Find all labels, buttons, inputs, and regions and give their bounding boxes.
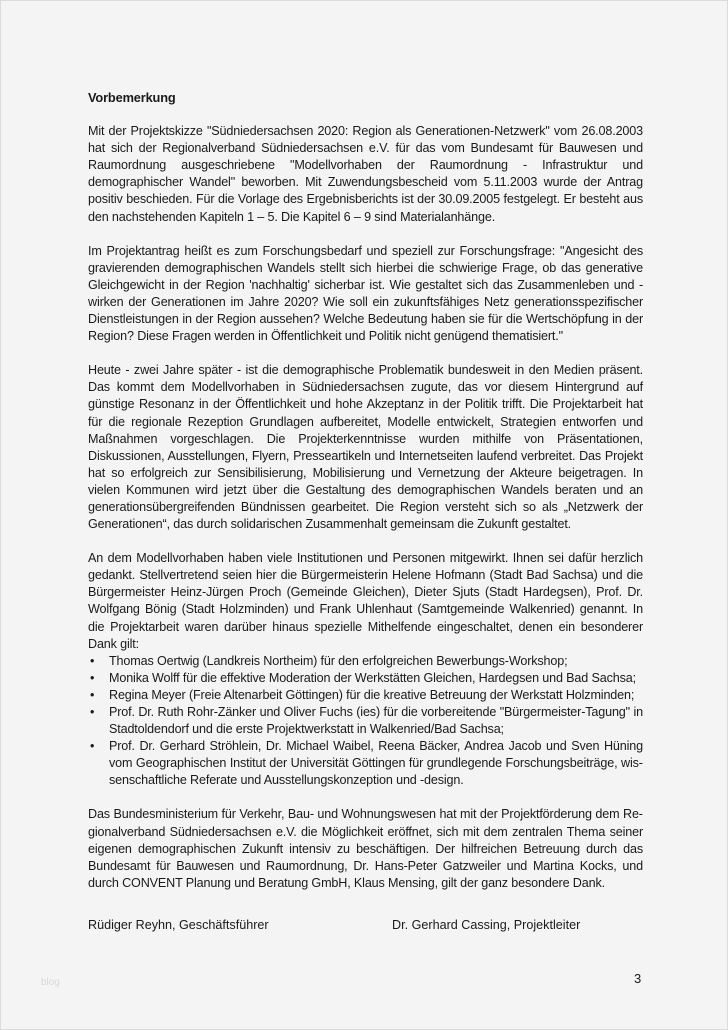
list-item-text: Regina Meyer (Freie Altenarbeit Göttingen) für die kreative Betreuung der Werkstatt Holzminden; (109, 687, 635, 702)
signature-managing-director: Rüdiger Reyhn, Geschäftsführer (88, 918, 269, 932)
paragraph-intro: Mit der Projektskizze "Südniedersachsen 2020: Region als Generationen-Netzwerk" vom 26.08.2003 hat sich der Regionalverband Südniedersachsen e.V. für das vom Bundesamt für Bauwesen und Raumordnung ausgeschriebene "Modellvorhaben der Raumordnung - Infrastruktur und demographischer Wandel" beworben. Mit Zuwendungsbescheid vom 5.11.2003 wurde der Antrag positiv beschieden. Für die Vorlage des Ergebnisberichts ist der 30.09.2005 festgelegt. Er besteht aus den nachstehenden Kapiteln 1 – 5. Die Kapitel 6 – 9 sind Materialanhänge. (88, 124, 643, 224)
list-item-text: Monika Wolff für die effektive Moderation der Werkstätten Gleichen, Hardegsen und Bad Sachsa; (109, 670, 636, 685)
bullet-icon: • (90, 670, 95, 685)
list-item-text: Thomas Oertwig (Landkreis Northeim) für den erfolgreichen Bewerbungs-Workshop; (109, 653, 568, 668)
bullet-icon: • (90, 705, 95, 719)
paragraph-current-status: Heute - zwei Jahre später - ist die demographische Problematik bundesweit in den Medien präsent. Das kommt dem Modellvorhaben in Südniedersachsen zugute, das vor diesem Hintergrund auf günstige Resonanz in der Öffentlichkeit und hohe Akzeptanz in der Politik trifft. Die Projektarbeit hat für die regionale Rezeption Grundlagen aufbereitet, Modelle entwickelt, Strategien entworfen und Maßnahmen vorgeschlagen. Die Projekterkenntnisse wurden mithilfe von Präsentationen, Diskussionen, Ausstellungen, Flyern, Presseartikeln und Internetseiten laufend verbreitet. Das Projekt hat so erfolgreich zur Sensibilisierung, Mobilisierung und Vernetzung der Akteure beigetragen. In vielen Kommunen wird jetzt über die Gestaltung des demographischen Wandels beraten und an generationsübergreifenden Bündnissen gearbeitet. Die Region versteht sich so als „Netzwerk der Generationen“, das durch solidarischen Zusammenhalt gemeinsam die Zukunft gestaltet. (88, 363, 643, 532)
list-item-text: Prof. Dr. Gerhard Ströhlein, Dr. Michael Waibel, Reena Bäcker, Andrea Jacob und Sven Hüning vom Geographischen Institut der Universität Göttingen für grundlegende Forschungsbeiträge, wissenschaftliche Referate und Ausstellungskonzeption und -design. (109, 739, 643, 788)
list-item (88, 670, 643, 687)
page-number: 3 (634, 971, 642, 986)
bullet-icon: • (90, 739, 95, 754)
watermark: blog (41, 977, 60, 988)
list-item (88, 738, 643, 789)
bullet-icon: • (90, 687, 95, 702)
list-item (88, 687, 643, 704)
list-item-text: Prof. Dr. Ruth Rohr-Zänker und Oliver Fuchs (ies) für die vorbereitende "Bürgermeister-Tagung" in Stadtoldendorf und die erste Projektwerkstatt in Walkenried/Bad Sachsa; (109, 705, 643, 737)
list-item (88, 653, 643, 670)
signature-project-lead: Dr. Gerhard Cassing, Projektleiter (392, 918, 581, 932)
list-item (88, 704, 643, 738)
acknowledgement-list (88, 653, 643, 790)
bullet-icon: • (90, 653, 95, 668)
page-body (88, 89, 643, 909)
paragraph-acknowledgements: An dem Modellvorhaben haben viele Institutionen und Personen mitgewirkt. Ihnen sei dafür herzlich gedankt. Stellvertretend seien hier die Bürgermeisterin Helene Hofmann (Stadt Bad Sachsa) und die Bürgermeister Heinz-Jürgen Proch (Gemeinde Gleichen), Dieter Sjuts (Stadt Hardegsen), Prof. Dr. Wolfgang Bönig (Stadt Holzminden) und Frank Uhlenhaut (Samtgemeinde Walkenried) genannt. In die Projektarbeit waren darüber hinaus spezielle Mithelfende eingeschaltet, denen ein besonderer Dank gilt: (88, 551, 643, 651)
paragraph-closing: Das Bundesministerium für Verkehr, Bau- und Wohnungswesen hat mit der Projektförderung dem Regionalverband Südniedersachsen e.V. die Möglichkeit eröffnet, sich mit dem zentralen Thema seiner eigenen demographischen Zukunft intensiv zu beschäftigen. Der hilfreichen Betreuung durch das Bundesamt für Bauwesen und Raumordnung, Dr. Hans-Peter Gatzweiler und Martina Kocks, und durch CONVENT Planung und Beratung GmbH, Klaus Mensing, gilt der ganz besondere Dank. (88, 807, 643, 890)
paragraph-research-question: Im Projektantrag heißt es zum Forschungsbedarf und speziell zur Forschungsfrage: "Angesicht des gravierenden demographischen Wandels stellt sich hierbei die schwierige Frage, ob das generative Gleichgewicht in der Region 'nachhaltig' sicherbar ist. Wie gestaltet sich das Zusammenleben und -wirken der Generationen im Jahre 2020? Wie soll ein zukunftsfähiges Netz generationsspezifischer Dienstleistungen in der Region aussehen? Welche Bedeutung haben sie für die Wertschöpfung in der Region? Diese Fragen werden in Öffentlichkeit und Politik nicht genügend thematisiert." (88, 243, 643, 344)
section-heading: Vorbemerkung (88, 90, 176, 105)
